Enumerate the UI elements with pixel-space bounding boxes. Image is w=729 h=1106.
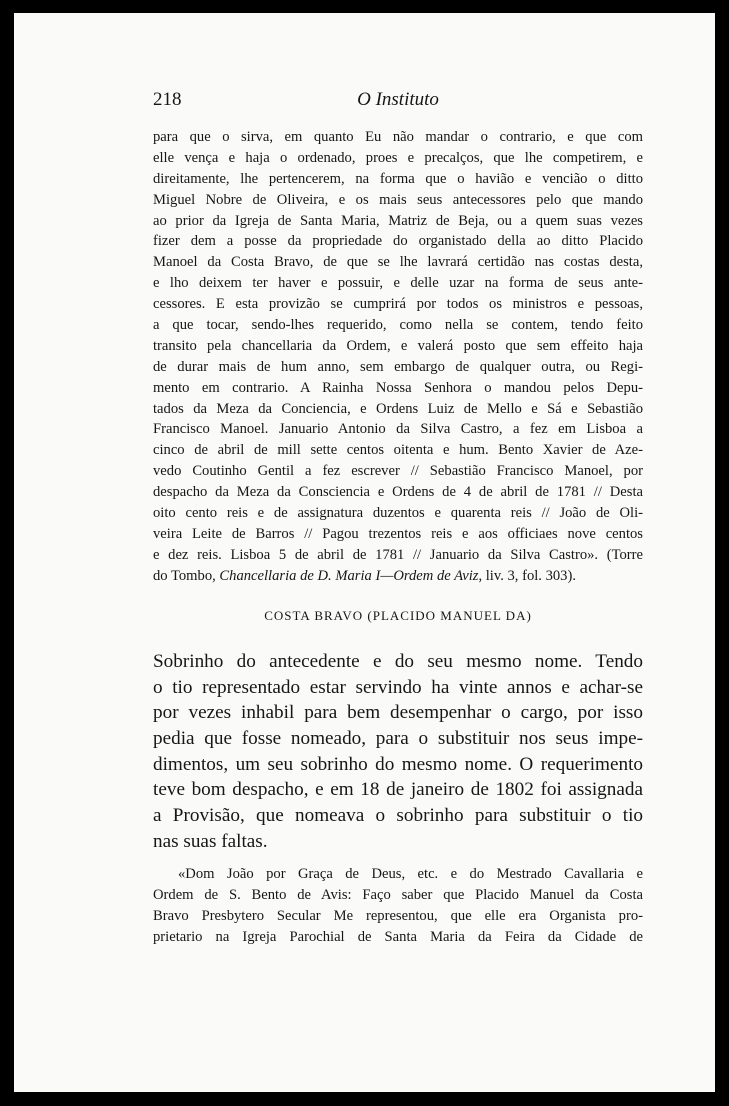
text-line: ao prior da Igreja de Santa Maria, Matriz de Beja, ou a quem suas vezes — [153, 212, 643, 229]
text-line: cessores. E esta provizão se cumprirá por todos os ministros e pessoas, — [153, 296, 643, 313]
page-number: 218 — [153, 89, 182, 110]
text-line: vedo Coutinho Gentil a fez escrever // Sebastião Francisco Manoel, por — [153, 463, 643, 480]
text-line: nas suas faltas. — [153, 830, 268, 852]
text-line: Francisco Manoel. Januario Antonio da Silva Castro, a fez em Lisboa a — [153, 421, 643, 438]
citation-suffix: , liv. 3, fol. 303). — [478, 567, 576, 584]
second-quoted-document — [153, 864, 643, 948]
book-page — [14, 13, 715, 1092]
text-line: por vezes inhabil para bem desempenhar o cargo, por isso — [153, 702, 643, 724]
text-line: Ordem de S. Bento de Avis: Faço saber que Placido Manuel da Costa — [153, 886, 643, 903]
text-line: «Dom João por Graça de Deus, etc. e do Mestrado Cavallaria e — [178, 866, 643, 882]
text-line: fizer dem a posse da propriedade do organistado della ao ditto Placido — [153, 233, 643, 250]
text-line: oito cento reis e de assignatura duzentos e quarenta reis // João de Oli- — [153, 505, 643, 522]
text-line: prietario na Igreja Parochial de Santa Maria da Feira da Cidade de — [153, 928, 643, 945]
quoted-document — [153, 127, 643, 587]
text-line: de durar mais de hum anno, sem embargo de qualquer outra, ou Regi- — [153, 358, 643, 375]
text-line: Bravo Presbytero Secular Me representou, que elle era Organista pro- — [153, 907, 643, 924]
text-line: Miguel Nobre de Oliveira, e os mais seus antecessores pelo que mando — [153, 191, 643, 208]
text-line: veira Leite de Barros // Pagou trezentos reis e aos officiaes nove centos — [153, 525, 643, 542]
text-line: o tio representado estar servindo ha vinte annos e achar-se — [153, 676, 643, 698]
text-line: teve bom despacho, e em 18 de janeiro de 1802 foi assignada — [153, 779, 643, 801]
text-line: cinco de abril de mill sette centos oitenta e hum. Bento Xavier de Aze- — [153, 442, 643, 459]
running-title: O Instituto — [357, 89, 439, 110]
text-line: Manoel da Costa Bravo, de que se lhe lavrará certidão nas costas desta, — [153, 254, 643, 271]
text-line: despacho da Meza da Consciencia e Ordens de 4 de abril de 1781 // Desta — [153, 484, 643, 501]
text-line: Sobrinho do antecedente e do seu mesmo nome. Tendo — [153, 651, 643, 672]
text-line: tados da Meza da Conciencia, e Ordens Luiz de Mello e Sá e Sebastião — [153, 400, 643, 417]
text-line: elle vença e haja o ordenado, proes e precalços, que lhe competirem, e — [153, 149, 643, 166]
text-line: e lho deixem ter haver e possuir, e delle uzar na forma de seus ante- — [153, 275, 643, 292]
text-line: para que o sirva, em quanto Eu não mandar o contrario, e que com — [153, 129, 643, 145]
citation-prefix: do Tombo, — [153, 567, 216, 584]
citation-title: Chancellaria de D. Maria I—Ordem de Aviz — [219, 567, 479, 584]
text-line: a que tocar, sendo-lhes requerido, como nella se contem, tendo feito — [153, 317, 643, 334]
body-paragraph — [153, 649, 643, 855]
citation-line — [153, 566, 643, 587]
section-heading: COSTA BRAVO (PLACIDO MANUEL DA) — [264, 608, 532, 623]
text-line: dimentos, um seu sobrinho do mesmo nome. O requerimento — [153, 753, 643, 775]
text-line: mento em contrario. A Rainha Nossa Senhora o mandou pelos Depu- — [153, 379, 643, 396]
text-line: direitamente, lhe pertencerem, na forma que o havião e vencião o ditto — [153, 170, 643, 187]
text-line: pedia que fosse nomeado, para o substituir nos seus impe- — [153, 728, 643, 750]
page-header — [153, 89, 643, 115]
text-line: transito pela chancellaria da Ordem, e valerá posto que sem effeito haja — [153, 337, 643, 354]
text-line: a Provisão, que nomeava o sobrinho para substituir o tio — [153, 805, 643, 827]
text-line: e dez reis. Lisboa 5 de abril de 1781 // Januario da Silva Castro». (Torre — [153, 546, 643, 563]
